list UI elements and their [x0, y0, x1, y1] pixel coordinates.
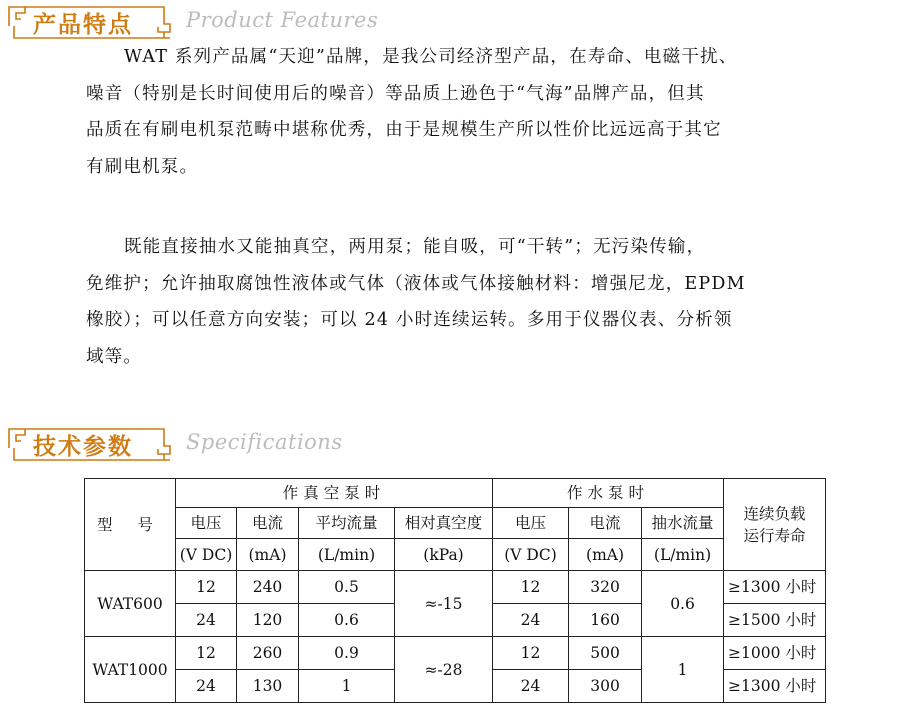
cell-water-voltage: 24 [493, 670, 569, 703]
cell-current: 130 [237, 670, 299, 703]
cell-voltage: 12 [176, 571, 237, 604]
life-header-text: 连续负载运行寿命 [743, 504, 806, 545]
cell-voltage: 24 [176, 604, 237, 637]
features-paragraph-1 [86, 39, 846, 185]
unit-flow: (L/min) [299, 539, 395, 571]
col-water-current: 电流 [569, 508, 642, 539]
model-name: WAT600 [85, 571, 176, 637]
cell-water-current: 160 [569, 604, 642, 637]
cell-current: 240 [237, 571, 299, 604]
features-badge [6, 2, 176, 42]
cell-water-voltage: 12 [493, 637, 569, 670]
cell-life: ≥1000 小时 [724, 637, 826, 670]
cell-current: 260 [237, 637, 299, 670]
cell-avg-flow: 0.9 [299, 637, 395, 670]
features-title: 产品特点 [33, 12, 133, 38]
spec-table [84, 478, 826, 703]
cell-water-flow: 0.6 [642, 571, 724, 637]
life-header [724, 479, 826, 571]
unit-kpa: (kPa) [395, 539, 493, 571]
col-avg-flow: 平均流量 [299, 508, 395, 539]
cell-water-current: 500 [569, 637, 642, 670]
cell-water-voltage: 24 [493, 604, 569, 637]
unit-current: (mA) [237, 539, 299, 571]
cell-avg-flow: 0.5 [299, 571, 395, 604]
col-water-voltage: 电压 [493, 508, 569, 539]
model-name: WAT1000 [85, 637, 176, 703]
cell-water-flow: 1 [642, 637, 724, 703]
cell-life: ≥1500 小时 [724, 604, 826, 637]
cell-avg-flow: 1 [299, 670, 395, 703]
cell-water-current: 300 [569, 670, 642, 703]
unit-voltage: (V DC) [176, 539, 237, 571]
cell-water-voltage: 12 [493, 571, 569, 604]
text-line: 域等。 [86, 346, 143, 367]
features-paragraph-2 [86, 229, 846, 375]
specs-title: 技术参数 [33, 434, 133, 460]
table-row [85, 637, 826, 670]
water-group-header: 作水泵时 [493, 479, 724, 508]
text-line: 橡胶）；可以任意方向安装；可以 24 小时连续运转。多用于仪器仪表、分析领 [86, 310, 733, 330]
col-rel-vacuum: 相对真空度 [395, 508, 493, 539]
unit-water-current: (mA) [569, 539, 642, 571]
cell-rel-vacuum: ≈-28 [395, 637, 493, 703]
cell-water-current: 320 [569, 571, 642, 604]
vacuum-group-header: 作真空泵时 [176, 479, 493, 508]
text-line: WAT 系列产品属“天迎”品牌，是我公司经济型产品，在寿命、电磁干扰、 [124, 47, 738, 67]
cell-avg-flow: 0.6 [299, 604, 395, 637]
specs-heading [6, 424, 886, 464]
features-heading [6, 2, 886, 42]
col-water-flow: 抽水流量 [642, 508, 724, 539]
text-line: 有刷电机泵。 [86, 156, 199, 177]
cell-life: ≥1300 小时 [724, 670, 826, 703]
text-line: 噪音（特别是长时间使用后的噪音）等品质上逊色于“气海”品牌产品，但其 [86, 83, 705, 104]
cell-voltage: 12 [176, 637, 237, 670]
text-line: 既能直接抽水又能抽真空，两用泵；能自吸，可“干转”；无污染传输， [124, 237, 706, 257]
cell-current: 120 [237, 604, 299, 637]
unit-water-flow: (L/min) [642, 539, 724, 571]
model-header: 型 号 [85, 479, 176, 571]
text-line: 品质在有刷电机泵范畴中堪称优秀，由于是规模生产所以性价比远远高于其它 [86, 120, 722, 140]
col-current: 电流 [237, 508, 299, 539]
specs-subtitle: Specifications [186, 430, 343, 454]
cell-life: ≥1300 小时 [724, 571, 826, 604]
specs-badge [6, 424, 176, 464]
text-line: 免维护；允许抽取腐蚀性液体或气体（液体或气体接触材料：增强尼龙，EPDM [86, 273, 746, 294]
cell-rel-vacuum: ≈-15 [395, 571, 493, 637]
unit-water-voltage: (V DC) [493, 539, 569, 571]
features-subtitle: Product Features [186, 8, 379, 32]
cell-voltage: 24 [176, 670, 237, 703]
col-voltage: 电压 [176, 508, 237, 539]
table-row [85, 571, 826, 604]
